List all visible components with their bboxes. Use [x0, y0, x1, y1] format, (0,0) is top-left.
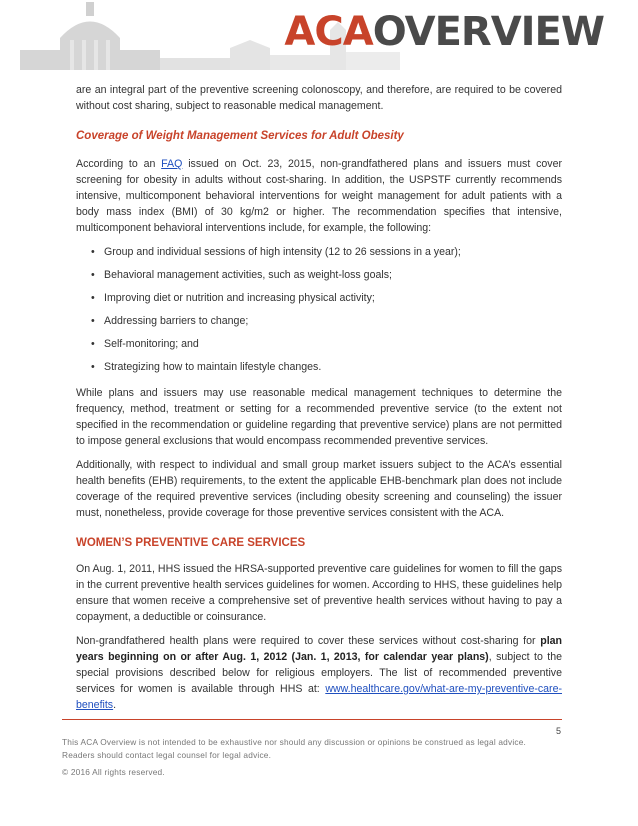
footer-copyright: © 2016 All rights reserved. — [62, 767, 165, 777]
footer-disclaimer: This ACA Overview is not intended to be exhaustive nor should any discussion or opinions be construed as legal advice. Readers should contact legal counsel for legal advice. — [62, 737, 527, 760]
list-item: • Behavioral management activities, such as weight-loss goals; — [76, 267, 562, 283]
footer-divider — [62, 719, 562, 720]
weight-management-paragraph-2: While plans and issuers may use reasonable medical management techniques to determine the frequency, method, treatment or setting for a recommended preventive service (to the extent not specified in the recommendation or guideline regarding that preventive service) plans are not permitted to impose general exclusions that would encompass recommended preventive services. — [76, 387, 562, 447]
weight-management-paragraph-1: According to an FAQ issued on Oct. 23, 2015, non-grandfathered plans and issuers must cover screening for obesity in adults without cost-sharing. In addition, the USPSTF currently recommends intensive, multicomponent behavioral interventions for weight management for adult patients with a body mass index (BMI) of 30 kg/m2 or higher. The recommendation specifies that intensive, multicomponent behavioral interventions include, for example, the following: — [76, 158, 562, 234]
page-number: 5 — [556, 726, 562, 736]
intro-paragraph: are an integral part of the preventive screening colonoscopy, and therefore, are required to be covered without cost sharing, subject to reasonable medical management. — [76, 84, 562, 112]
intervention-list — [76, 244, 562, 375]
list-item: • Improving diet or nutrition and increasing physical activity; — [76, 290, 562, 306]
healthcare-gov-link[interactable]: www.healthcare.gov/what-are-my-preventive-care-benefits — [76, 683, 562, 711]
brand-aca: ACA — [284, 9, 373, 55]
womens-care-paragraph-1: On Aug. 1, 2011, HHS issued the HRSA-supported preventive care guidelines for women to fill the gaps in the current preventive health services guidelines for women. According to HHS, these guidelines help ensure that women receive a comprehensive set of preventive health services without having to pay a copayment, a deductible or coinsurance. — [76, 563, 562, 623]
list-item: • Group and individual sessions of high intensity (12 to 26 sessions in a year); — [76, 244, 562, 260]
weight-management-paragraph-3: Additionally, with respect to individual and small group market issuers subject to the ACA’s essential health benefits (EHB) requirements, to the extent the applicable EHB-benchmark plan does not include coverage of the required preventive services (including obesity screening and counseling) the issuer must, nonetheless, provide coverage for those preventive services consistent with the ACA. — [76, 459, 562, 519]
brand-title — [284, 8, 604, 56]
section-heading-weight-management: Coverage of Weight Management Services for Adult Obesity — [76, 130, 404, 142]
main-content — [76, 82, 562, 721]
faq-link[interactable]: FAQ — [161, 158, 183, 170]
page-header — [0, 0, 638, 70]
list-item: • Self-monitoring; and — [76, 336, 562, 352]
list-item: • Addressing barriers to change; — [76, 313, 562, 329]
brand-overview: OVERVIEW — [372, 9, 604, 55]
list-item: • Strategizing how to maintain lifestyle changes. — [76, 359, 562, 375]
womens-care-paragraph-2: Non-grandfathered health plans were required to cover these services without cost-sharing for plan years beginning on or after Aug. 1, 2012 (Jan. 1, 2013, for calendar year plans), subject to the special provisions described below for religious employers. The list of recommended preventive services for women is available through HHS at: www.healthcare.gov/what-are-my-preventive-care-benefits. — [76, 635, 562, 711]
section-heading-womens-care: WOMEN’S PREVENTIVE CARE SERVICES — [76, 537, 306, 549]
plan-years-emphasis: plan years beginning on or after Aug. 1, 2012 (Jan. 1, 2013, for calendar year plans) — [76, 635, 562, 663]
